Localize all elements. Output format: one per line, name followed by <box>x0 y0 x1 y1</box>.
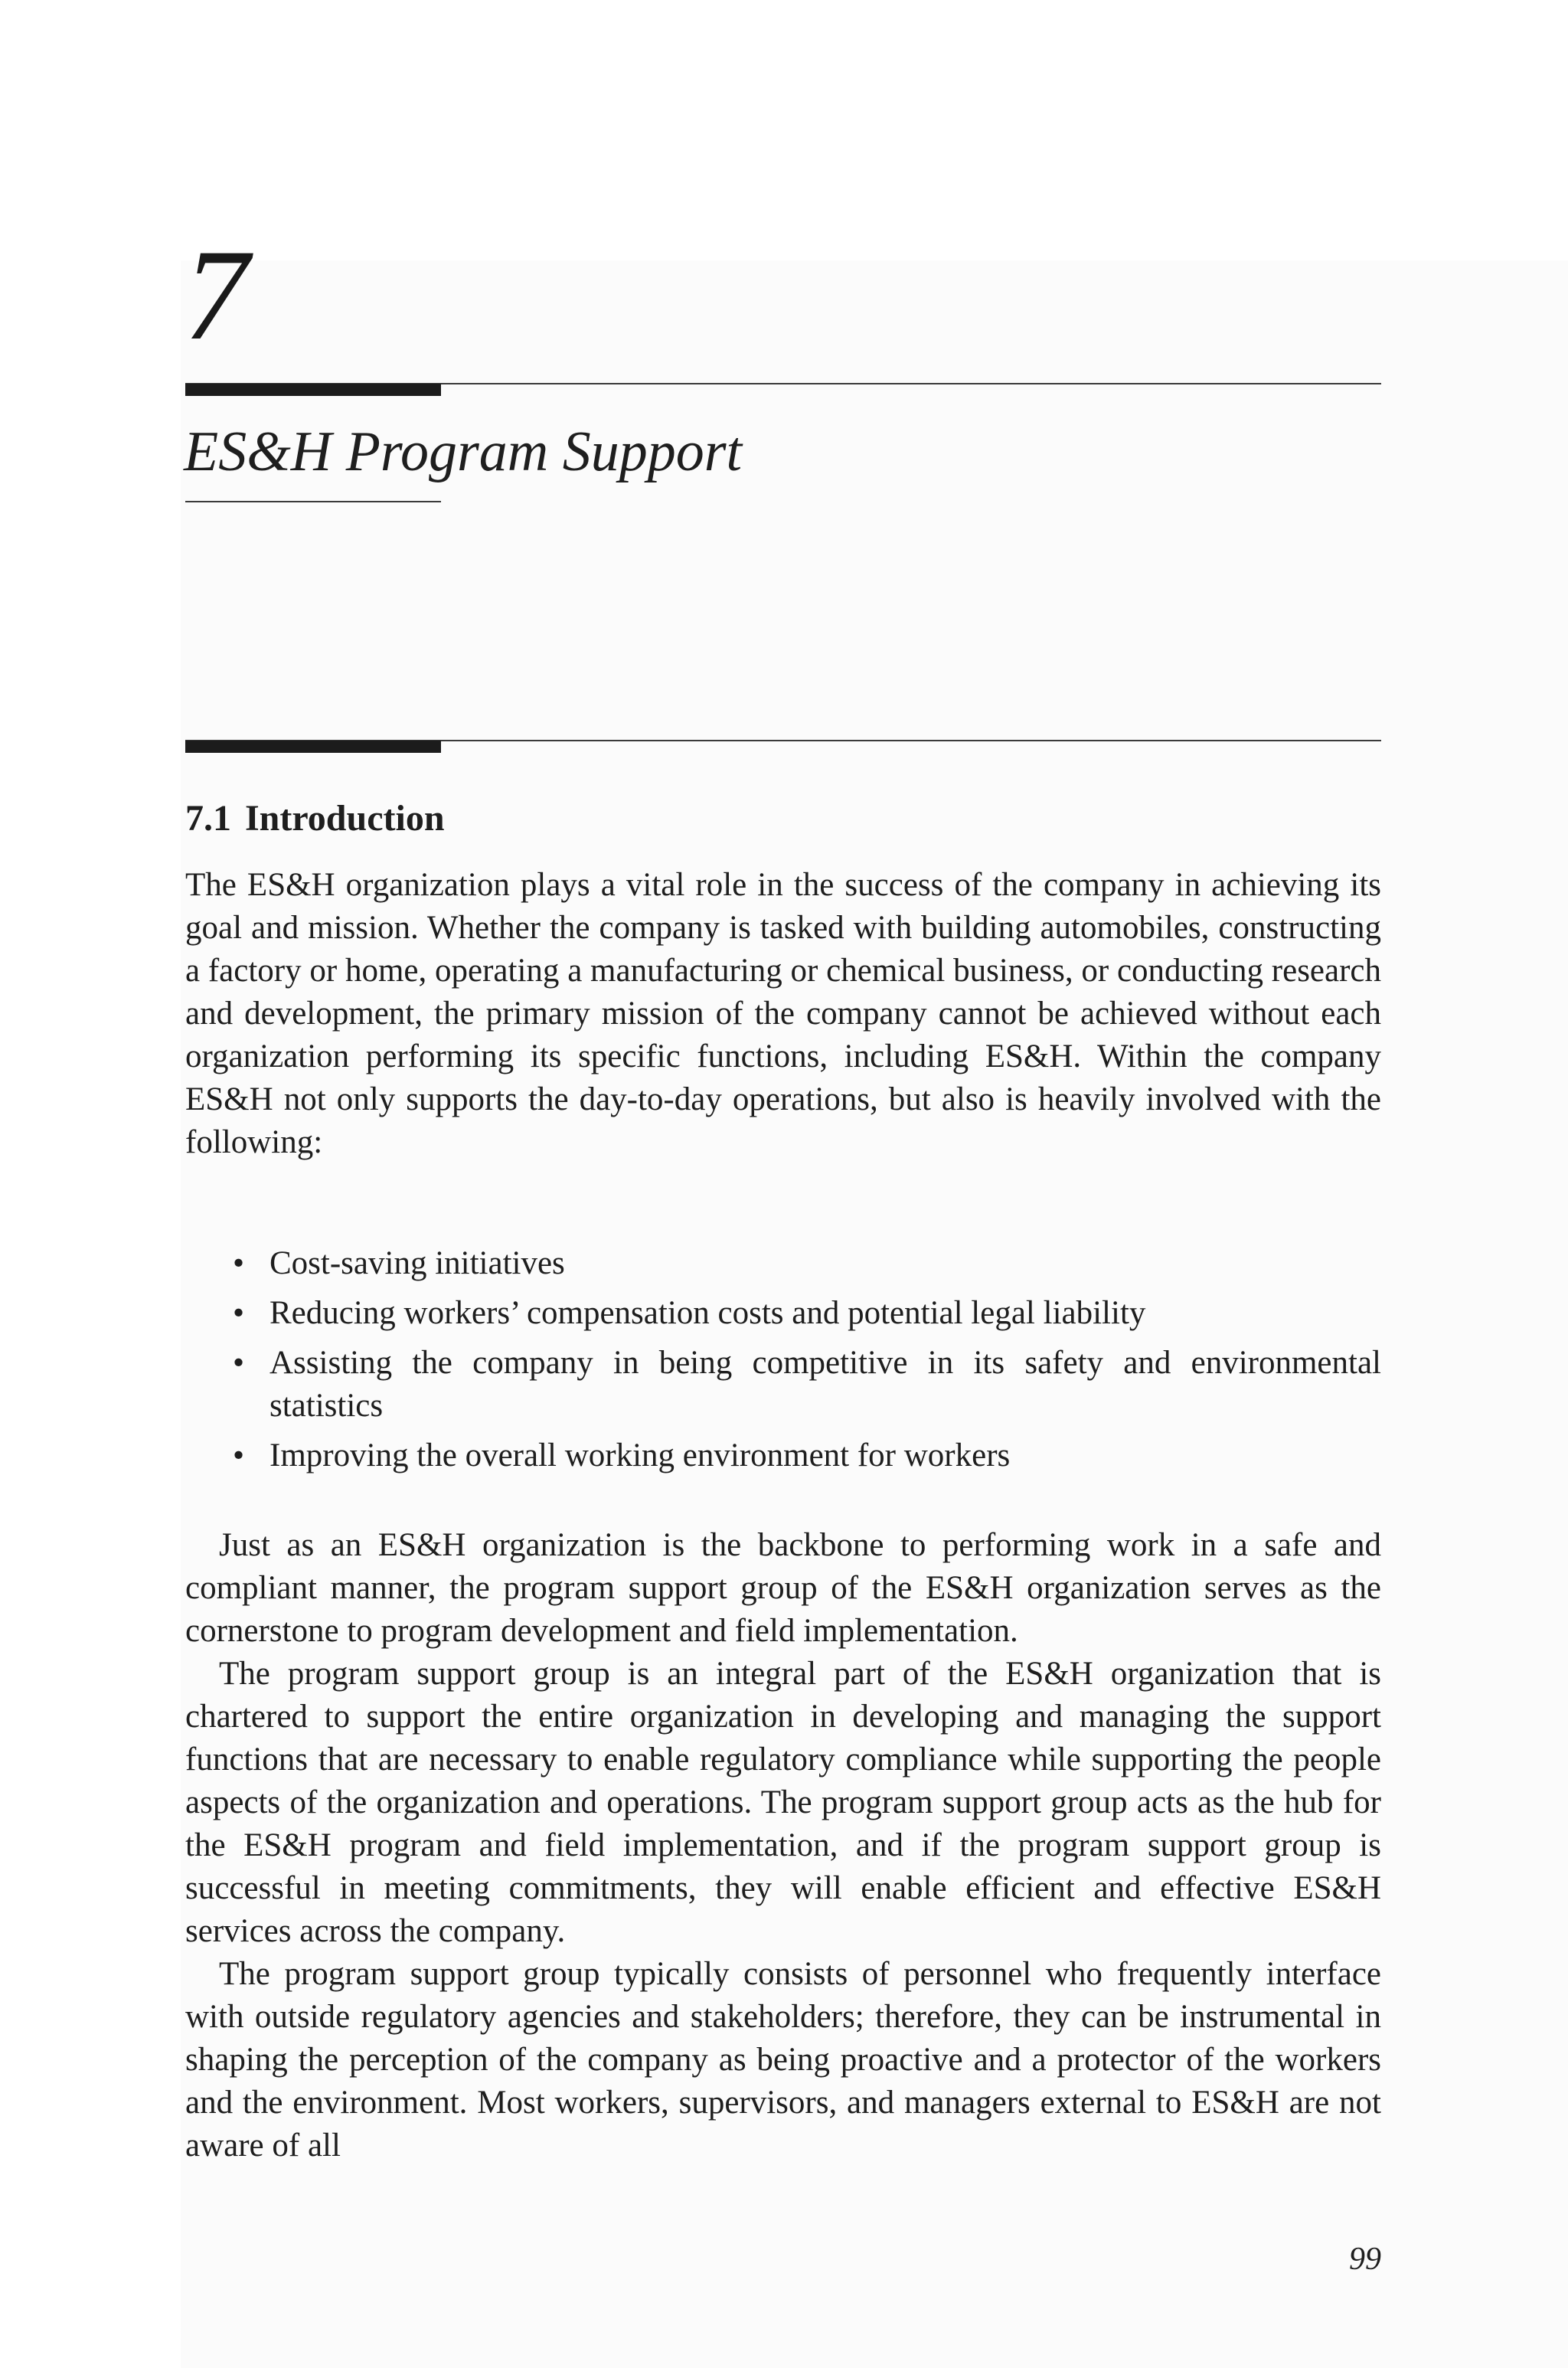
bullet-marker: • <box>233 1345 245 1381</box>
list-item-text: Assisting the company in being competitive in its safety and environmental statistics <box>270 1345 1381 1424</box>
list-item <box>185 1242 1381 1285</box>
list-item-text: Improving the overall working environment for workers <box>270 1437 1011 1473</box>
list-item <box>185 1342 1381 1428</box>
bullet-marker: • <box>233 1437 245 1473</box>
body-paragraphs <box>185 1524 1381 2167</box>
section-number: 7.1 <box>185 798 231 839</box>
list-item <box>185 1434 1381 1477</box>
bullet-marker: • <box>233 1245 245 1281</box>
list-item <box>185 1292 1381 1335</box>
chapter-title-underline <box>185 501 441 502</box>
bullet-list <box>185 1242 1381 1484</box>
intro-paragraph: The ES&H organization plays a vital role in the success of the company in achieving its goal and mission. Whether the company is tasked with building automobiles, constructing a factory or home, operating a manufacturing or chemical business, or conducting research and development, the primary mission of the company cannot be achieved without each organization performing its specific functions, including ES&H. Within the company ES&H not only supports the day-to-day operations, but also is heavily involved with the following: <box>185 867 1381 1160</box>
list-item-text: Reducing workers’ compensation costs and potential legal liability <box>270 1295 1146 1331</box>
section-heading <box>185 790 445 847</box>
body-paragraph: Just as an ES&H organization is the backbone to performing work in a safe and compliant manner, the program support group of the ES&H organization serves as the cornerstone to program development and field implementation. <box>185 1527 1381 1649</box>
chapter-rule-top-thick <box>185 384 441 396</box>
section-title: Introduction <box>245 798 445 839</box>
body-paragraph: The program support group is an integral part of the ES&H organization that is chartered to support the entire organization in developing and managing the support functions that are necessary to enable regulatory compliance while supporting the people aspects of the organization and operations. The program support group acts as the hub for the ES&H program and field implementation, and if the program support group is successful in meeting commitments, they will enable efficient and effective ES&H services across the company. <box>185 1656 1381 1949</box>
section-rule-thick <box>185 741 441 753</box>
body-paragraph: The program support group typically consists of personnel who frequently interface with outside regulatory agencies and stakeholders; therefore, they can be instrumental in shaping the perception of the company as being proactive and a protector of the workers and the environment. Most workers, supervisors, and managers external to ES&H are not aware of all <box>185 1956 1381 2164</box>
chapter-number: 7 <box>184 223 249 367</box>
list-item-text: Cost-saving initiatives <box>270 1245 565 1281</box>
page-number: 99 <box>1349 2242 1381 2277</box>
bullet-marker: • <box>233 1295 245 1331</box>
chapter-title: ES&H Program Support <box>184 420 743 483</box>
